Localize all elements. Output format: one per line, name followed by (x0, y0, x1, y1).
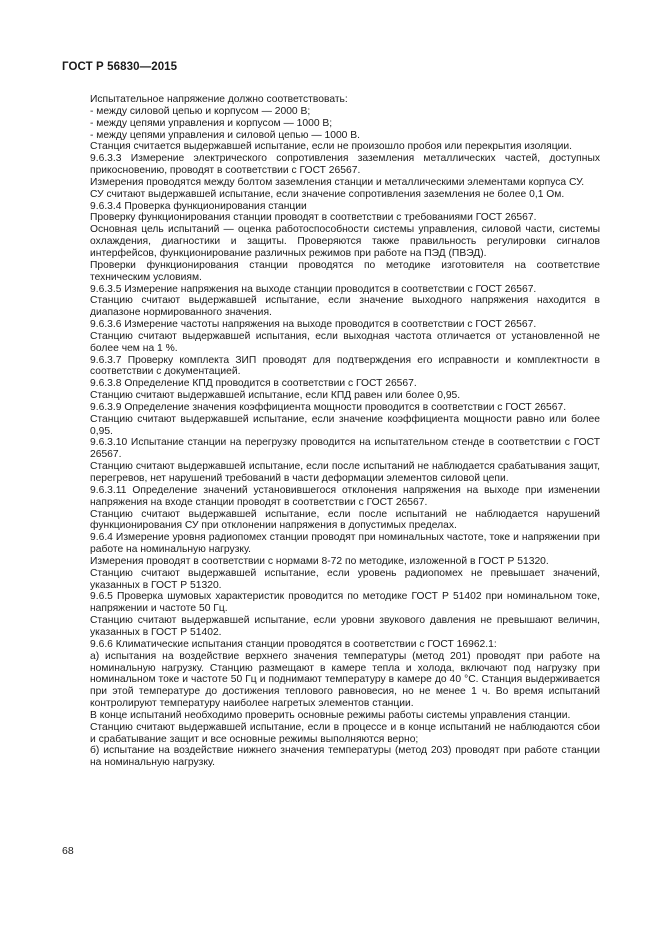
paragraph: 9.6.3.4 Проверка функционирования станции (90, 200, 307, 212)
paragraph: 9.6.3.8 Определение КПД проводится в соответствии с ГОСТ 26567. (90, 378, 417, 390)
paragraph: - между цепями управления и силовой цепью — 1000 В. (90, 129, 361, 141)
page-number: 68 (62, 845, 74, 857)
paragraph: Станцию считают выдержавшей испытание, если после испытаний не наблюдается нарушений функционирования СУ при отклонении напряжения в допустимых пределах. (90, 508, 600, 532)
paragraph: 9.6.3.9 Определение значения коэффициента мощности проводится в соответствии с ГОСТ 26567. (90, 401, 567, 413)
paragraph: Основная цель испытаний — оценка работоспособности системы управления, силовой части, системы охлаждения, диагностики и защиты. Проверяются также правильность регулировки сигналов интерфейсов, функционирование различных режимов при работе на ПЭД (ПВЭД). (90, 224, 600, 259)
paragraph: Измерения проводят в соответствии с нормами 8-72 по методике, изложенной в ГОСТ Р 51320. (90, 555, 549, 567)
paragraph: 9.6.3.3 Измерение электрического сопротивления заземления металлических частей, доступных прикосновению, проводят в соответствии с ГОСТ 26567. (90, 153, 600, 177)
paragraph: 9.6.4 Измерение уровня радиопомех станции проводят при номинальных частоте, токе и напряжении при работе на номинальную нагрузку. (90, 532, 600, 556)
paragraph: 9.6.3.6 Измерение частоты напряжения на выходе проводится в соответствии с ГОСТ 26567. (90, 319, 537, 331)
document-body (90, 94, 600, 769)
paragraph: Станцию считают выдержавшей испытание, если значение коэффициента мощности равно или более 0,95. (90, 413, 600, 437)
paragraph: Проверки функционирования станции проводятся по методике изготовителя на соответствие техническим условиям. (90, 259, 600, 283)
paragraph: Проверку функционирования станции проводят в соответствии с требованиями ГОСТ 26567. (90, 212, 537, 224)
paragraph: Станция считается выдержавшей испытание, если не произошло пробоя или перекрытия изоляции. (90, 141, 573, 153)
paragraph: 9.6.3.7 Проверку комплекта ЗИП проводят для подтверждения его исправности и комплектности в соответствии с документацией. (90, 354, 600, 378)
paragraph: б) испытание на воздействие нижнего значения температуры (метод 203) проводят при работе станции на номинальную нагрузку. (90, 745, 600, 769)
paragraph: Станцию считают выдержавшей испытание, если уровень радиопомех не превышает значений, указанных в ГОСТ Р 51320. (90, 567, 600, 591)
paragraph: 9.6.3.11 Определение значений установившегося отклонения напряжения на выходе при изменении напряжения на входе станции проводят в соответствии с ГОСТ 26567. (90, 484, 600, 508)
paragraph: Станцию считают выдержавшей испытание, если значение выходного напряжения находится в диапазоне нормированного значения. (90, 295, 600, 319)
paragraph: Измерения проводятся между болтом заземления станции и металлическими элементами корпуса СУ. (90, 176, 585, 188)
paragraph: Испытательное напряжение должно соответствовать: (90, 94, 348, 105)
paragraph: а) испытания на воздействие верхнего значения температуры (метод 201) проводят при работе на номинальную нагрузку. Станцию размещают в камере тепла и холода, включают под нагрузку при номинальном токе и частоте 50 Гц и поднимают температуру в камере до 40 °С. Станция выдерживается при этой температуре до достижения теплового равновесия, но не менее 1 ч. Во время испытаний контролируют температуру наиболее нагретых элементов станции. (90, 650, 600, 710)
paragraph: 9.6.3.5 Измерение напряжения на выходе станции проводится в соответствии с ГОСТ 26567. (90, 283, 537, 295)
paragraph: 9.6.5 Проверка шумовых характеристик проводится по методике ГОСТ Р 51402 при номинальном токе, напряжении и частоте 50 Гц. (90, 591, 600, 615)
paragraph: СУ считают выдержавшей испытание, если значение сопротивления заземления не более 0,1 Ом. (90, 188, 565, 200)
paragraph: - между силовой цепью и корпусом — 2000 В; (90, 105, 311, 117)
paragraph: - между цепями управления и корпусом — 1000 В; (90, 117, 333, 129)
paragraph: Станцию считают выдержавшей испытание, если КПД равен или более 0,95. (90, 390, 461, 402)
document-header: ГОСТ Р 56830—2015 (62, 61, 178, 73)
paragraph: Станцию считают выдержавшей испытание, если после испытаний не наблюдается срабатывания защит, перегревов, нет нарушений требований в части деформации элементов силовой цепи. (90, 461, 600, 484)
paragraph: 9.6.3.10 Испытание станции на перегрузку проводится на испытательном стенде в соответствии с ГОСТ 26567. (90, 437, 600, 461)
paragraph: В конце испытаний необходимо проверить основные режимы работы системы управления станции. (90, 709, 571, 721)
paragraph: Станцию считают выдержавшей испытание, если уровни звукового давления не превышают величин, указанных в ГОСТ Р 51402. (90, 615, 600, 638)
paragraph: Станцию считают выдержавшей испытание, если в процессе и в конце испытаний не наблюдаются сбои и срабатывание защит и все основные режимы выполняются верно; (90, 721, 600, 745)
paragraph: Станцию считают выдержавшей испытания, если выходная частота отличается от установленной не более чем на 1 %. (90, 330, 600, 354)
paragraph: 9.6.6 Климатические испытания станции проводятся в соответствии с ГОСТ 16962.1: (90, 638, 497, 650)
